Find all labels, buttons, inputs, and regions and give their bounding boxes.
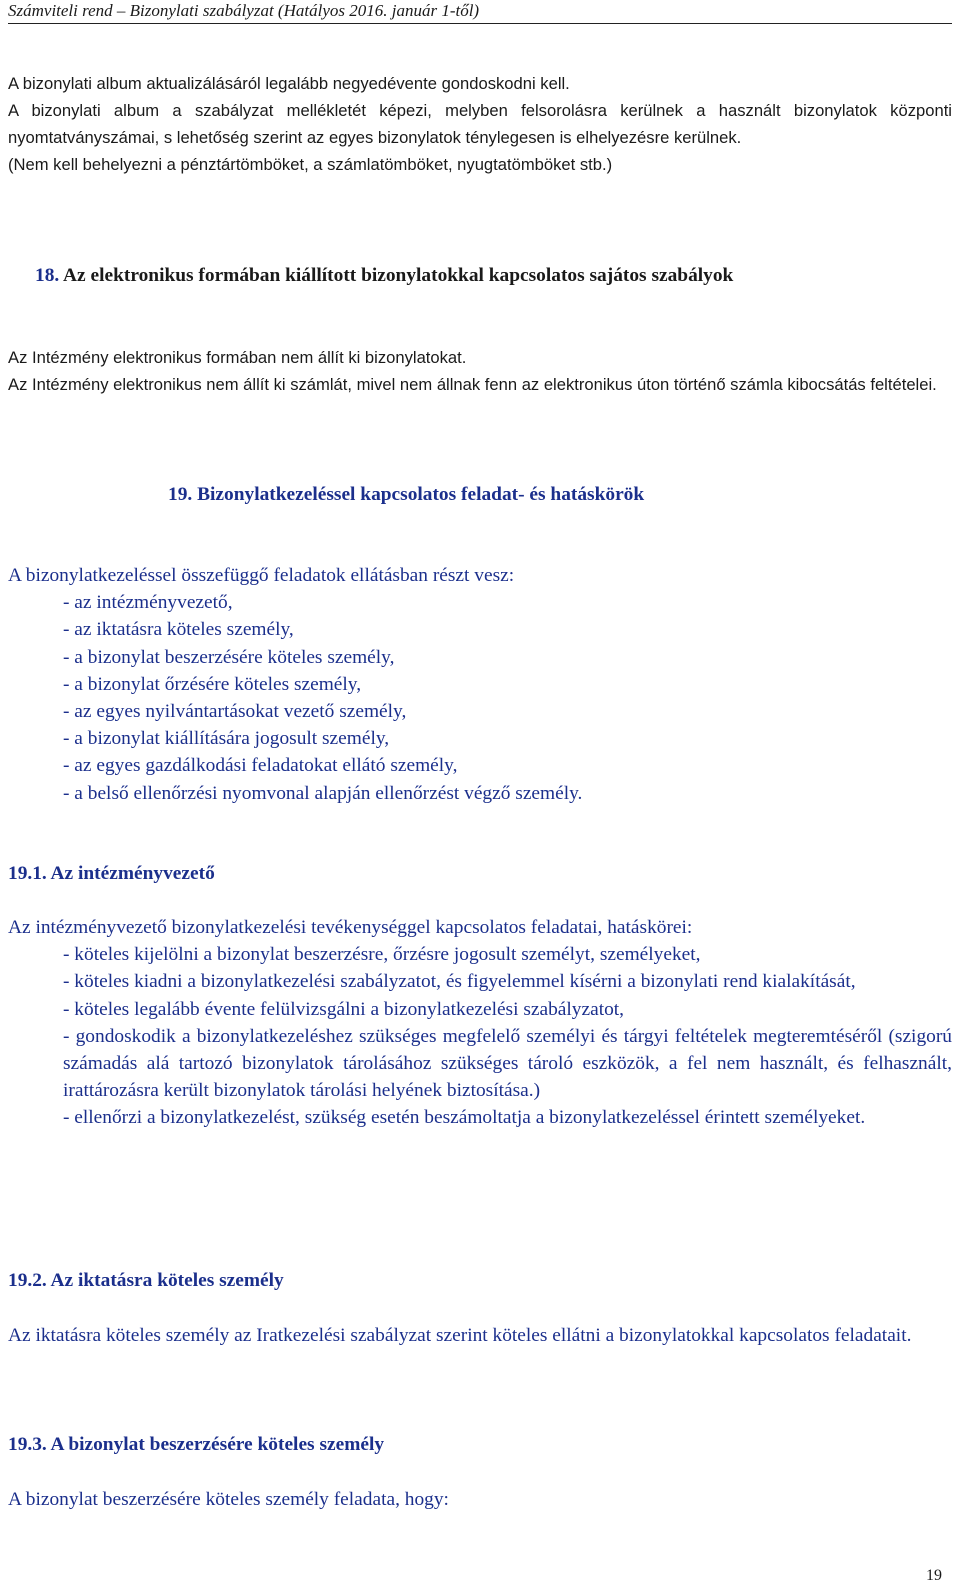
intro-block	[8, 70, 952, 178]
intro-paragraph-3: (Nem kell behelyezni a pénztártömböket, a számlatömböket, nyugtatömböket stb.)	[8, 155, 613, 174]
section-19-3-paragraph: A bizonylat beszerzésére köteles személy feladata, hogy:	[8, 1489, 449, 1510]
section-19-title: Bizonylatkezeléssel kapcsolatos feladat- és hatáskörök	[197, 484, 645, 505]
list-item: - gondoskodik a bizonylatkezeléshez szükséges megfelelő személyi és tárgyi feltételek megteremtéséről (szigorú számadás alá tartozó bizonylatok tárolásához szükséges tároló eszközök, a fel nem használt, és felhasznált, irattározásra került bizonylatok tárolási helyének biztosítása.)	[63, 1025, 952, 1102]
intro-paragraph-1: A bizonylati album aktualizálásáról legalább negyedévente gondoskodni kell.	[8, 74, 570, 93]
list-item: - ellenőrzi a bizonylatkezelést, szükség esetén beszámoltatja a bizonylatkezeléssel érintett személyeket.	[63, 1107, 866, 1129]
section-19-3-heading: 19.3. A bizonylat beszerzésére köteles személy	[8, 1434, 385, 1455]
section-19-heading	[168, 481, 952, 508]
section-18-paragraph-1: Az Intézmény elektronikus formában nem állít ki bizonylatokat.	[8, 348, 467, 367]
section-18-title: Az elektronikus formában kiállított bizonylatokkal kapcsolatos sajátos szabályok	[63, 265, 734, 286]
list-item: - az egyes nyilvántartásokat vezető személy,	[63, 701, 407, 723]
section-19-body	[8, 562, 952, 807]
intro-paragraph-2: A bizonylati album a szabályzat mellékletét képezi, melyben felsorolásra kerülnek a használt bizonylatok központi nyomtatványszámai, s lehetőség szerint az egyes bizonylatok ténylegesen is elhelyezésre kerülnek.	[8, 101, 952, 147]
section-18-number: 18.	[35, 265, 60, 286]
list-item: - köteles kijelölni a bizonylat beszerzésre, őrzésre jogosult személyt, személyeket,	[63, 944, 701, 966]
list-item: - a belső ellenőrzési nyomvonal alapján ellenőrzést végző személy.	[63, 782, 583, 804]
page-header: Számviteli rend – Bizonylati szabályzat (Hatályos 2016. január 1-től)	[8, 0, 952, 24]
section-19-1-heading: 19.1. Az intézményvezető	[8, 863, 215, 884]
section-19-1-intro: Az intézményvezető bizonylatkezelési tevékenységgel kapcsolatos feladatai, hatáskörei:	[8, 917, 693, 938]
section-19-1-body	[8, 914, 952, 1132]
section-19-2-heading: 19.2. Az iktatásra köteles személy	[8, 1270, 284, 1291]
section-18-paragraph-2: Az Intézmény elektronikus nem állít ki számlát, mivel nem állnak fenn az elektronikus úton történő számla kibocsátás feltételei.	[8, 375, 937, 394]
list-item: - az intézményvezető,	[63, 592, 233, 614]
list-item: - a bizonylat beszerzésére köteles személy,	[63, 646, 395, 668]
section-19-3-body	[8, 1486, 952, 1513]
list-item: - a bizonylat kiállítására jogosult személy,	[63, 728, 390, 750]
section-18-heading	[35, 262, 952, 289]
section-18-body	[8, 344, 952, 398]
list-item: - az egyes gazdálkodási feladatokat ellátó személy,	[63, 755, 458, 777]
list-item: - az iktatásra köteles személy,	[63, 619, 294, 641]
section-19-intro: A bizonylatkezeléssel összefüggő feladatok ellátásban részt vesz:	[8, 565, 515, 586]
section-19-number: 19.	[168, 484, 193, 505]
list-item: - a bizonylat őrzésére köteles személy,	[63, 673, 362, 695]
list-item: - köteles legalább évente felülvizsgálni a bizonylatkezelési szabályzatot,	[63, 998, 625, 1020]
page-number: 19	[926, 1567, 942, 1584]
list-item: - köteles kiadni a bizonylatkezelési szabályzatot, és figyelemmel kísérni a bizonylati rend kialakítását,	[63, 971, 856, 993]
section-19-2-paragraph: Az iktatásra köteles személy az Iratkezelési szabályzat szerint köteles ellátni a bizonylatokkal kapcsolatos feladatait.	[8, 1325, 912, 1346]
section-19-2-body	[8, 1322, 952, 1349]
